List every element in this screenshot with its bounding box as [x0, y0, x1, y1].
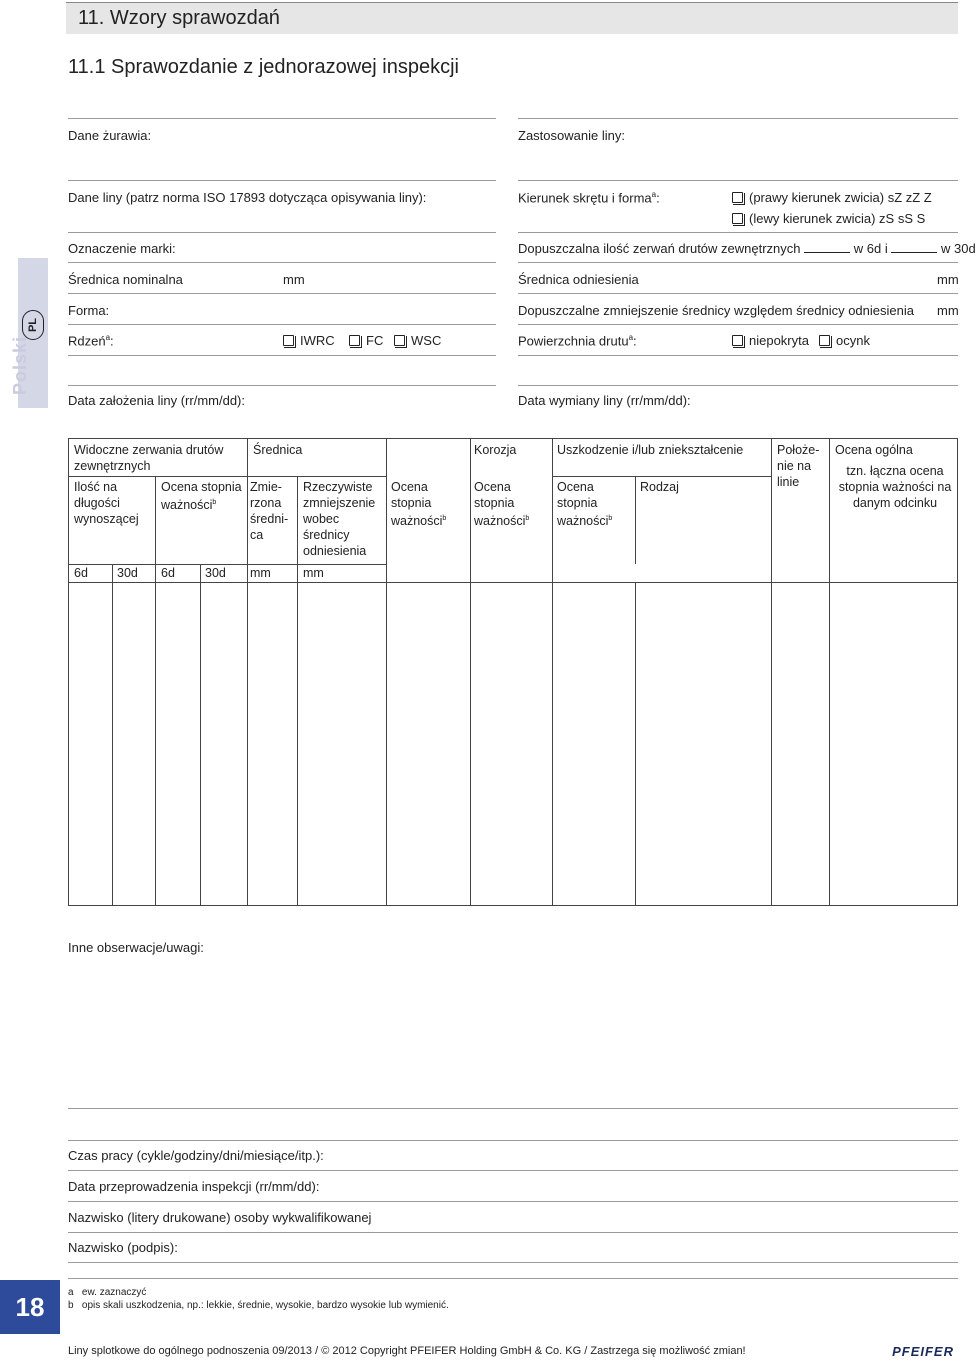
wire-surface-label: Powierzchnia drutu$^a$: — [518, 333, 637, 349]
install-date-label: Data założenia liny (rr/mm/dd): — [68, 393, 245, 408]
checkbox-icon[interactable] — [394, 335, 405, 346]
allowed-breaks-label: Dopuszczalna ilość zerwań drutów zewnętrznych w 6d i w 30d — [518, 241, 976, 256]
overall-desc: tzn. łączna ocena stopnia ważności na danym odcinku — [838, 464, 952, 510]
lay-direction-label: Kierunek skrętu i forma$^a$: — [518, 190, 660, 206]
footnote-b: b opis skali uszkodzenia, np.: lekkie, średnie, wysokie, bardzo wysokie lub wymienić. — [68, 1300, 449, 1311]
position-header: Położe-nie na linie — [777, 443, 820, 489]
language-code-badge: PL — [22, 310, 44, 340]
checkbox-icon[interactable] — [349, 335, 360, 346]
damage-severity-header: Ocena stopnia ważności$^b$ — [557, 480, 613, 529]
checkbox-icon[interactable] — [283, 335, 294, 346]
page-number: 18 — [0, 1280, 60, 1334]
wire-uncoated-option[interactable]: niepokryta — [732, 333, 809, 348]
replace-date-label: Data wymiany liny (rr/mm/dd): — [518, 393, 691, 408]
core-fc-option[interactable]: FC — [349, 333, 383, 348]
overall-header: Ocena ogólna — [835, 443, 913, 457]
checkbox-icon[interactable] — [732, 335, 743, 346]
inspection-date-label: Data przeprowadzenia inspekcji (rr/mm/dd): — [68, 1179, 320, 1194]
diameter-severity-header: Ocena stopnia ważności$^b$ — [391, 480, 447, 529]
corrosion-severity-header: Ocena stopnia ważności$^b$ — [474, 480, 530, 529]
unit-6d: 6d — [74, 566, 88, 580]
marking-label: Oznaczenie marki: — [68, 241, 176, 256]
work-time-label: Czas pracy (cykle/godziny/dni/miesiące/itp.): — [68, 1148, 324, 1163]
ref-diameter-label: Średnica odniesienia — [518, 272, 639, 287]
page-title: 11.1 Sprawozdanie z jednorazowej inspekcji — [68, 56, 459, 78]
copyright-footer: Liny splotkowe do ogólnego podnoszenia 09/2013 / © 2012 Copyright PFEIFER Holding GmbH & Co. KG / Zastrzega się możliwość zmian! — [68, 1345, 746, 1357]
form-label: Forma: — [68, 303, 110, 318]
reduction-unit: mm — [937, 303, 959, 318]
nominal-diameter-label: Średnica nominalna — [68, 272, 183, 287]
lay-left-option[interactable]: (lewy kierunek zwicia) zS sS S — [732, 211, 925, 226]
corrosion-header: Korozja — [474, 443, 517, 457]
measured-diameter-header: Zmie-rzona średni-ca — [250, 480, 289, 542]
damage-kind-header: Rodzaj — [640, 480, 679, 494]
rope-use-label: Zastosowanie liny: — [518, 128, 625, 143]
unit-mm: mm — [303, 566, 324, 580]
core-wsc-option[interactable]: WSC — [394, 333, 441, 348]
unit-30d: 30d — [205, 566, 226, 580]
core-label: Rdzeń$^a$: — [68, 333, 114, 349]
language-label: Polski — [10, 335, 30, 395]
inspector-name-label: Nazwisko (litery drukowane) osoby wykwalifikowanej — [68, 1210, 372, 1225]
actual-reduction-header: Rzeczywiste zmniejszenie wobec średnicy odniesienia — [303, 480, 376, 558]
unit-6d: 6d — [161, 566, 175, 580]
checkbox-icon[interactable] — [732, 192, 743, 203]
unit-30d: 30d — [117, 566, 138, 580]
footnote-a: a ew. zaznaczyć — [68, 1287, 147, 1298]
damage-header: Uszkodzenie i/lub zniekształcenie — [557, 443, 744, 457]
checkbox-icon[interactable] — [819, 335, 830, 346]
count-length-header: Ilość na długości wynoszącej — [74, 480, 139, 526]
brand-logo: PFEIFER — [892, 1344, 954, 1359]
breaks-severity-header: Ocena stopnia ważności$^b$ — [161, 480, 242, 513]
core-iwrc-option[interactable]: IWRC — [283, 333, 335, 348]
unit-mm: mm — [250, 566, 271, 580]
diameter-header: Średnica — [253, 443, 303, 457]
checkbox-icon[interactable] — [732, 213, 743, 224]
section-title: 11. Wzory sprawozdań — [66, 2, 958, 34]
signature-label: Nazwisko (podpis): — [68, 1240, 178, 1255]
crane-data-label: Dane żurawia: — [68, 128, 152, 143]
lay-right-option[interactable]: (prawy kierunek zwicia) sZ zZ Z — [732, 190, 932, 205]
ref-unit: mm — [937, 272, 959, 287]
other-remarks-label: Inne obserwacje/uwagi: — [68, 940, 204, 955]
nominal-unit: mm — [283, 272, 305, 287]
visible-breaks-header: Widoczne zerwania drutów zewnętrznych — [74, 443, 224, 473]
allowed-reduction-label: Dopuszczalne zmniejszenie średnicy względem średnicy odniesienia — [518, 303, 914, 318]
rope-data-label: Dane liny (patrz norma ISO 17893 dotycząca opisywania liny): — [68, 190, 427, 205]
wire-galvanized-option[interactable]: ocynk — [819, 333, 870, 348]
